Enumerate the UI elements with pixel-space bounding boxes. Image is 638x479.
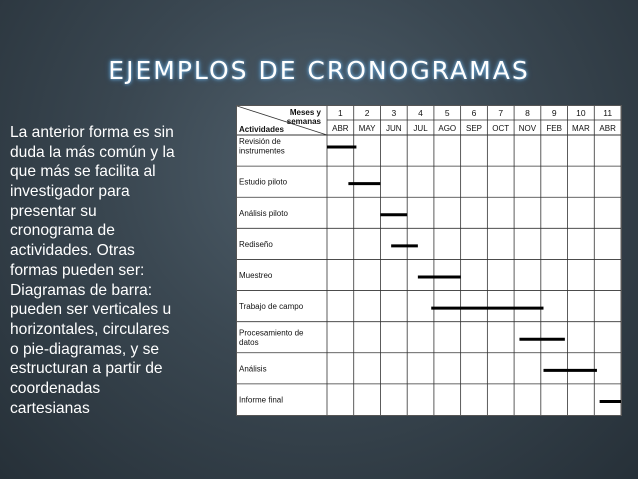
body-line: Diagramas de barra: <box>10 281 153 299</box>
corner-label-bottom: Actividades <box>239 125 284 134</box>
activity-label: instrumentes <box>239 146 285 156</box>
activity-label: Estudio piloto <box>239 177 288 187</box>
month-label: MAY <box>358 124 376 133</box>
gantt-chart <box>236 105 622 416</box>
month-label: JUL <box>413 124 428 133</box>
body-line: que más se facilita al <box>10 163 156 181</box>
body-line: cronograma de <box>10 222 115 240</box>
body-line: presentar su <box>10 202 97 220</box>
body-line: pueden ser verticales u <box>10 301 172 319</box>
body-line: horizontales, circulares <box>10 320 170 338</box>
week-number: 5 <box>444 108 450 118</box>
body-line: coordenadas <box>10 379 101 397</box>
body-text <box>10 123 228 418</box>
activity-label: Procesamiento de <box>239 328 304 338</box>
week-number: 2 <box>364 108 370 118</box>
month-label: SEP <box>465 124 483 133</box>
month-label: JUN <box>386 124 402 133</box>
activity-label: datos <box>239 337 259 347</box>
activity-label: Rediseño <box>239 239 273 249</box>
week-number: 10 <box>576 108 586 118</box>
body-line: estructuran a partir de <box>10 360 163 378</box>
week-number: 1 <box>337 108 343 118</box>
gantt-grid <box>237 106 621 415</box>
month-label: NOV <box>518 124 537 133</box>
body-line: cartesianas <box>10 399 90 417</box>
month-label: OCT <box>492 124 510 133</box>
week-number: 11 <box>603 108 613 118</box>
week-number: 3 <box>391 108 397 118</box>
activity-label: Análisis <box>239 364 267 374</box>
activity-label: Revisión de <box>239 137 281 146</box>
week-number: 8 <box>525 108 530 118</box>
activity-label: Trabajo de campo <box>239 302 304 312</box>
body-line: duda la más común y la <box>10 143 175 161</box>
body-line: investigador para <box>10 183 130 201</box>
body-line: formas pueden ser: <box>10 261 145 279</box>
activity-label: Análisis piloto <box>239 208 288 218</box>
body-line: o pie-diagramas, y se <box>10 340 160 358</box>
month-label: FEB <box>546 124 562 133</box>
week-number: 6 <box>471 108 477 118</box>
corner-label-top: Meses y <box>289 108 321 117</box>
month-label: ABR <box>599 124 616 133</box>
month-label: ABR <box>332 124 349 133</box>
body-line: La anterior forma es sin <box>10 124 174 141</box>
corner-label-top: semanas <box>286 117 321 126</box>
week-number: 9 <box>551 108 557 118</box>
week-number: 4 <box>418 108 423 118</box>
month-label: MAR <box>572 124 590 133</box>
body-line: actividades. Otras <box>10 242 135 260</box>
week-number: 7 <box>498 108 504 118</box>
month-label: AGO <box>438 124 457 133</box>
slide-title: EJEMPLOS DE CRONOGRAMAS <box>108 56 530 85</box>
activity-label: Muestreo <box>239 271 273 280</box>
activity-label: Informe final <box>239 395 284 405</box>
